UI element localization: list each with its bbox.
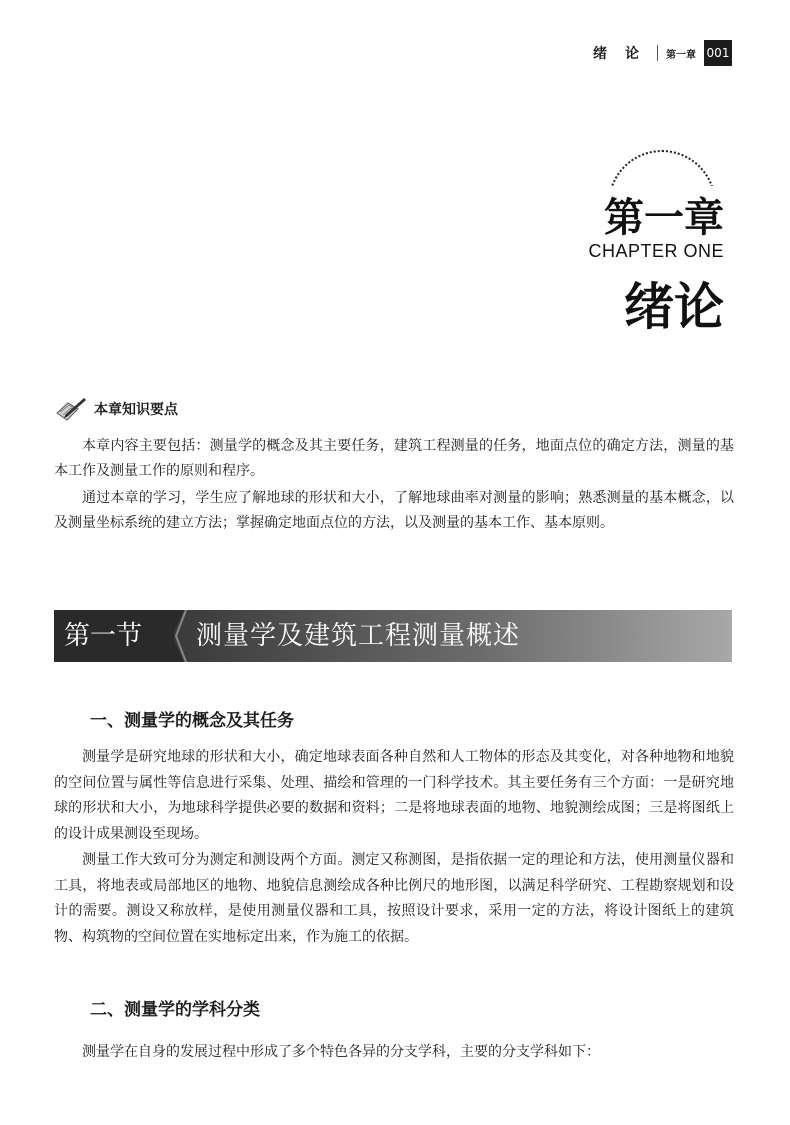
section-title: 测量学及建筑工程测量概述 [196, 621, 521, 651]
key-points-label: 本章知识要点 [94, 402, 178, 418]
running-header-divider [657, 45, 658, 61]
page-number: 001 [704, 40, 732, 66]
chapter-english: CHAPTER ONE [588, 241, 724, 261]
section-banner [54, 610, 732, 662]
chapter-title-block [588, 195, 724, 341]
key-points-header [54, 395, 178, 423]
running-header [593, 40, 732, 66]
subsection-heading: 一、测量学的概念及其任务 [90, 711, 294, 731]
chapter-number: 第一章 [604, 195, 724, 241]
chapter-title: 绪论 [624, 278, 724, 336]
running-header-chapter: 第一章 [666, 49, 696, 61]
body-paragraph: 测量工作大致可分为测定和测设两个方面。测定又称测图，是指依据一定的理论和方法，使用测量仪器和工具，将地表或局部地区的地物、地貌信息测绘成各种比例尺的地形图，以满足科学研究、工程勘察规划和设计的需要。测设又称放样，是使用测量仪器和工具，按照设计要求，采用一定的方法，将设计图纸上的建筑物、构筑物的空间位置在实地标定出来，作为施工的依据。 [54, 852, 734, 945]
subsection-heading: 二、测量学的学科分类 [90, 1000, 260, 1020]
running-header-title: 绪论 [593, 46, 657, 62]
body-paragraph: 测量学在自身的发展过程中形成了多个特色各异的分支学科，主要的分支学科如下： [82, 1044, 600, 1060]
pen-paper-icon [54, 395, 88, 423]
section-number: 第一节 [64, 621, 143, 651]
key-points-paragraph: 通过本章的学习，学生应了解地球的形状和大小，了解地球曲率对测量的影响；熟悉测量的基本概念，以及测量坐标系统的建立方法；掌握确定地面点位的方法，以及测量的基本工作、基本原则。 [54, 490, 734, 531]
body-paragraph: 测量学是研究地球的形状和大小，确定地球表面各种自然和人工物体的形态及其变化，对各种地物和地貌的空间位置与属性等信息进行采集、处理、描绘和管理的一门科学技术。其主要任务有三个方面：一是研究地球的形状和大小，为地球科学提供必要的数据和资料；二是将地球表面的地物、地貌测绘成图；三是将图纸上的设计成果测设至现场。 [54, 749, 734, 842]
key-points-paragraph: 本章内容主要包括：测量学的概念及其主要任务，建筑工程测量的任务，地面点位的确定方法，测量的基本工作及测量工作的原则和程序。 [54, 438, 734, 479]
